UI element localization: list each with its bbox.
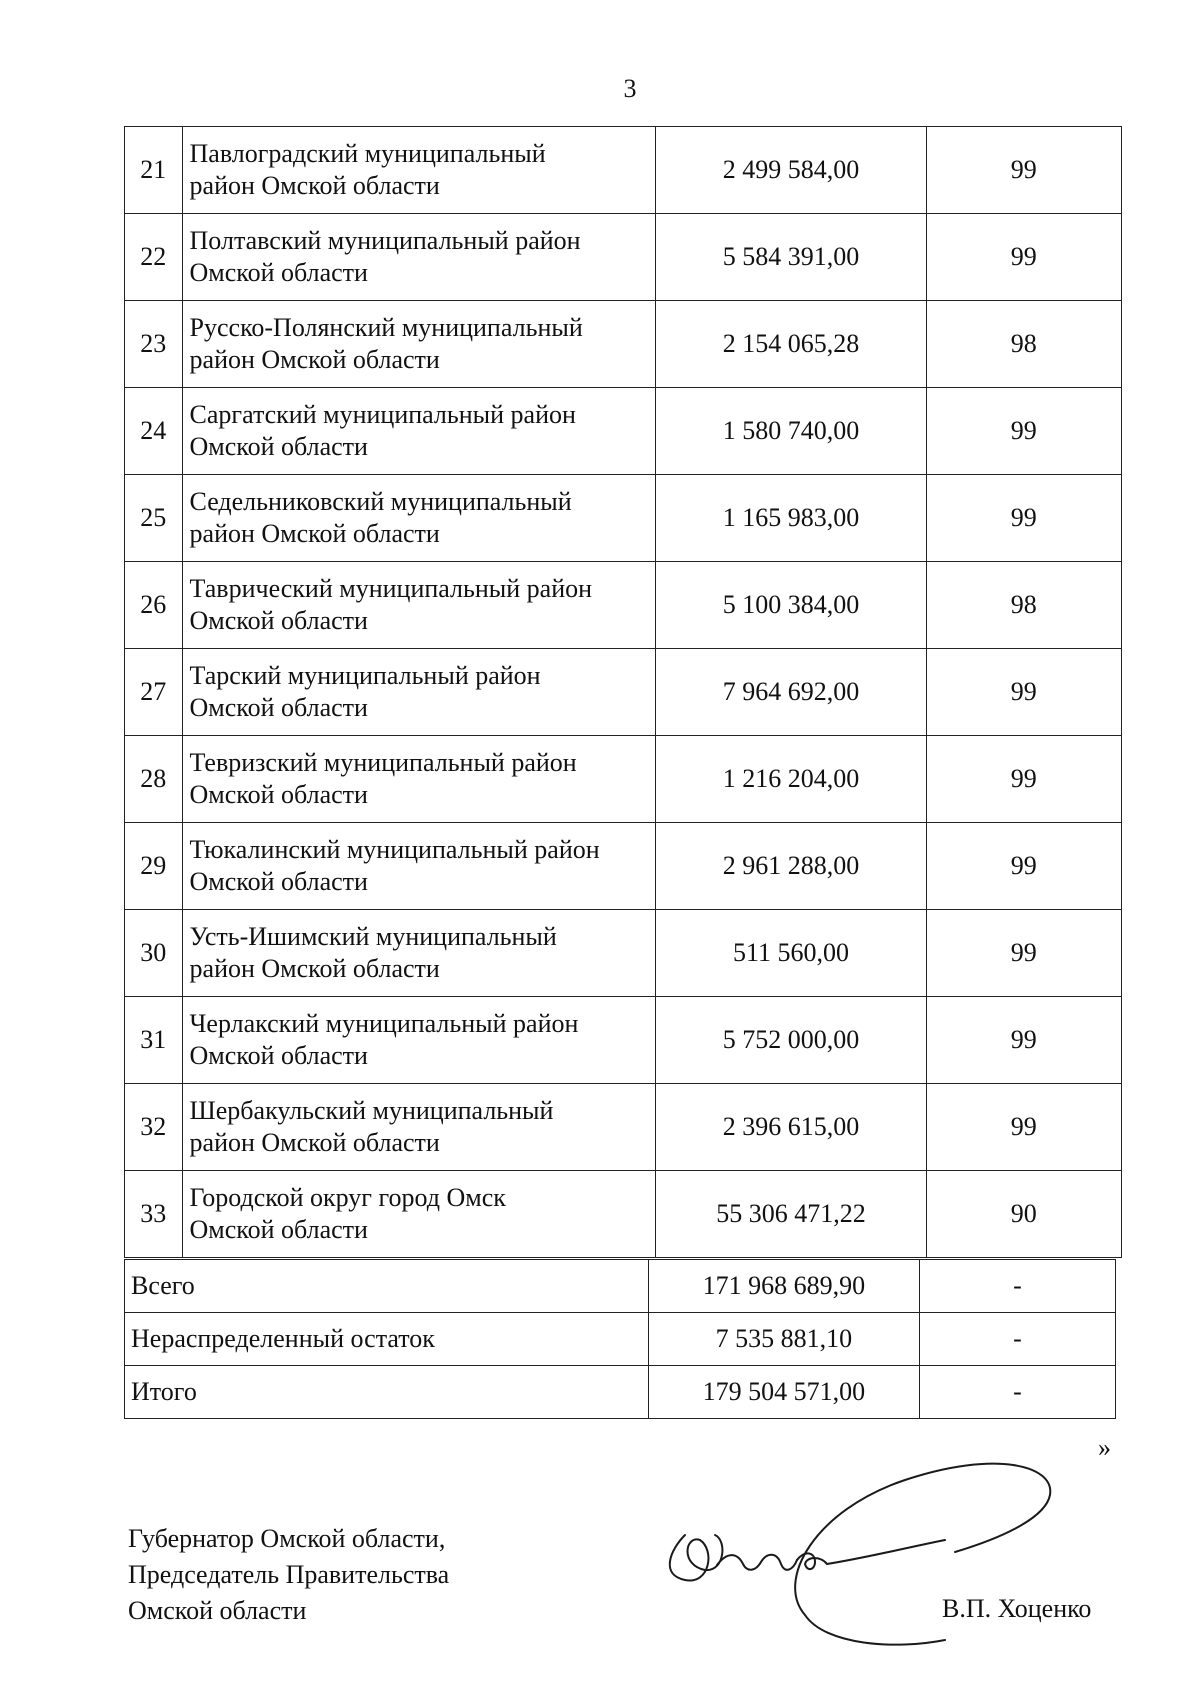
- name-line: Омской области: [189, 867, 368, 896]
- name-line: район Омской области: [189, 345, 440, 374]
- percent-cell: 99: [926, 388, 1122, 475]
- name-line: Омской области: [189, 1041, 368, 1070]
- name-line: Омской области: [189, 693, 368, 722]
- municipality-name: [182, 475, 656, 562]
- amount-cell: 2 499 584,00: [656, 127, 926, 214]
- signer-name: В.П. Хоценко: [942, 1594, 1092, 1623]
- percent-cell: 99: [926, 823, 1122, 910]
- amount-cell: 2 154 065,28: [656, 301, 926, 388]
- municipality-name: [182, 301, 656, 388]
- name-line: Павлоградский муниципальный: [189, 139, 546, 168]
- row-number: 32: [125, 1084, 183, 1171]
- name-line: Русско-Полянский муниципальный: [189, 313, 583, 342]
- amount-cell: 7 964 692,00: [656, 649, 926, 736]
- row-number: 24: [125, 388, 183, 475]
- closing-quote-mark: »: [1098, 1433, 1111, 1462]
- municipality-name: [182, 649, 656, 736]
- municipality-name: [182, 736, 656, 823]
- percent-cell: 99: [926, 649, 1122, 736]
- table-row: [125, 649, 1122, 736]
- municipality-name: [182, 910, 656, 997]
- municipality-name: [182, 388, 656, 475]
- totals-amount: 171 968 689,90: [648, 1260, 919, 1313]
- name-line: Усть-Ишимский муниципальный: [189, 922, 557, 951]
- name-line: район Омской области: [189, 1128, 440, 1157]
- totals-table: [124, 1259, 1116, 1419]
- row-number: 27: [125, 649, 183, 736]
- totals-row: [125, 1313, 1116, 1366]
- name-line: Тевризский муниципальный район: [189, 748, 577, 777]
- row-number: 33: [125, 1171, 183, 1258]
- percent-cell: 99: [926, 475, 1122, 562]
- row-number: 23: [125, 301, 183, 388]
- table-row: [125, 823, 1122, 910]
- percent-cell: 99: [926, 910, 1122, 997]
- percent-cell: 90: [926, 1171, 1122, 1258]
- amount-cell: 5 752 000,00: [656, 997, 926, 1084]
- amount-cell: 1 216 204,00: [656, 736, 926, 823]
- municipality-name: [182, 997, 656, 1084]
- totals-amount: 7 535 881,10: [648, 1313, 919, 1366]
- amount-cell: 2 396 615,00: [656, 1084, 926, 1171]
- municipality-name: [182, 823, 656, 910]
- amount-cell: 1 165 983,00: [656, 475, 926, 562]
- signatory-line: Председатель Правительства: [128, 1560, 450, 1589]
- table-row: [125, 301, 1122, 388]
- row-number: 30: [125, 910, 183, 997]
- name-line: Шербакульский муниципальный: [189, 1096, 554, 1125]
- amount-cell: 5 100 384,00: [656, 562, 926, 649]
- table-row: [125, 1084, 1122, 1171]
- table-row: [125, 1171, 1122, 1258]
- municipality-name: [182, 214, 656, 301]
- name-line: Полтавский муниципальный район: [189, 226, 581, 255]
- totals-percent: -: [919, 1366, 1115, 1419]
- totals-label: Всего: [125, 1260, 649, 1313]
- table-row: [125, 562, 1122, 649]
- percent-cell: 98: [926, 562, 1122, 649]
- table-row: [125, 910, 1122, 997]
- signatory-line: Губернатор Омской области,: [128, 1524, 446, 1553]
- municipality-name: [182, 1171, 656, 1258]
- handwritten-signature: [655, 1440, 1075, 1660]
- table-row: [125, 214, 1122, 301]
- name-line: Черлакский муниципальный район: [189, 1009, 579, 1038]
- name-line: Саргатский муниципальный район: [189, 400, 576, 429]
- name-line: Омской области: [189, 258, 368, 287]
- municipality-name: [182, 562, 656, 649]
- totals-row: [125, 1366, 1116, 1419]
- name-line: район Омской области: [189, 954, 440, 983]
- name-line: Тарский муниципальный район: [189, 661, 541, 690]
- table-row: [125, 388, 1122, 475]
- name-line: Таврический муниципальный район: [189, 574, 593, 603]
- totals-percent: -: [919, 1313, 1115, 1366]
- allocation-table: [124, 126, 1122, 1258]
- row-number: 31: [125, 997, 183, 1084]
- name-line: Омской области: [189, 432, 368, 461]
- page-number: 3: [623, 74, 637, 103]
- percent-cell: 99: [926, 214, 1122, 301]
- signatory-title: [128, 1521, 449, 1629]
- amount-cell: 2 961 288,00: [656, 823, 926, 910]
- table-row: [125, 997, 1122, 1084]
- name-line: Омской области: [189, 780, 368, 809]
- municipality-name: [182, 1084, 656, 1171]
- amount-cell: 5 584 391,00: [656, 214, 926, 301]
- amount-cell: 1 580 740,00: [656, 388, 926, 475]
- amount-cell: 511 560,00: [656, 910, 926, 997]
- name-line: район Омской области: [189, 171, 440, 200]
- percent-cell: 99: [926, 736, 1122, 823]
- name-line: Седельниковский муниципальный: [189, 487, 572, 516]
- totals-row: [125, 1260, 1116, 1313]
- name-line: Тюкалинский муниципальный район: [189, 835, 600, 864]
- row-number: 22: [125, 214, 183, 301]
- name-line: Омской области: [189, 1215, 368, 1244]
- percent-cell: 99: [926, 997, 1122, 1084]
- totals-label: Итого: [125, 1366, 649, 1419]
- row-number: 21: [125, 127, 183, 214]
- totals-percent: -: [919, 1260, 1115, 1313]
- table-row: [125, 475, 1122, 562]
- percent-cell: 98: [926, 301, 1122, 388]
- name-line: Городской округ город Омск: [189, 1183, 506, 1212]
- table-row: [125, 736, 1122, 823]
- table-row: [125, 127, 1122, 214]
- name-line: Омской области: [189, 606, 368, 635]
- row-number: 28: [125, 736, 183, 823]
- amount-cell: 55 306 471,22: [656, 1171, 926, 1258]
- percent-cell: 99: [926, 127, 1122, 214]
- row-number: 26: [125, 562, 183, 649]
- totals-label: Нераспределенный остаток: [125, 1313, 649, 1366]
- percent-cell: 99: [926, 1084, 1122, 1171]
- municipality-name: [182, 127, 656, 214]
- totals-amount: 179 504 571,00: [648, 1366, 919, 1419]
- signatory-line: Омской области: [128, 1596, 307, 1625]
- row-number: 29: [125, 823, 183, 910]
- name-line: район Омской области: [189, 519, 440, 548]
- row-number: 25: [125, 475, 183, 562]
